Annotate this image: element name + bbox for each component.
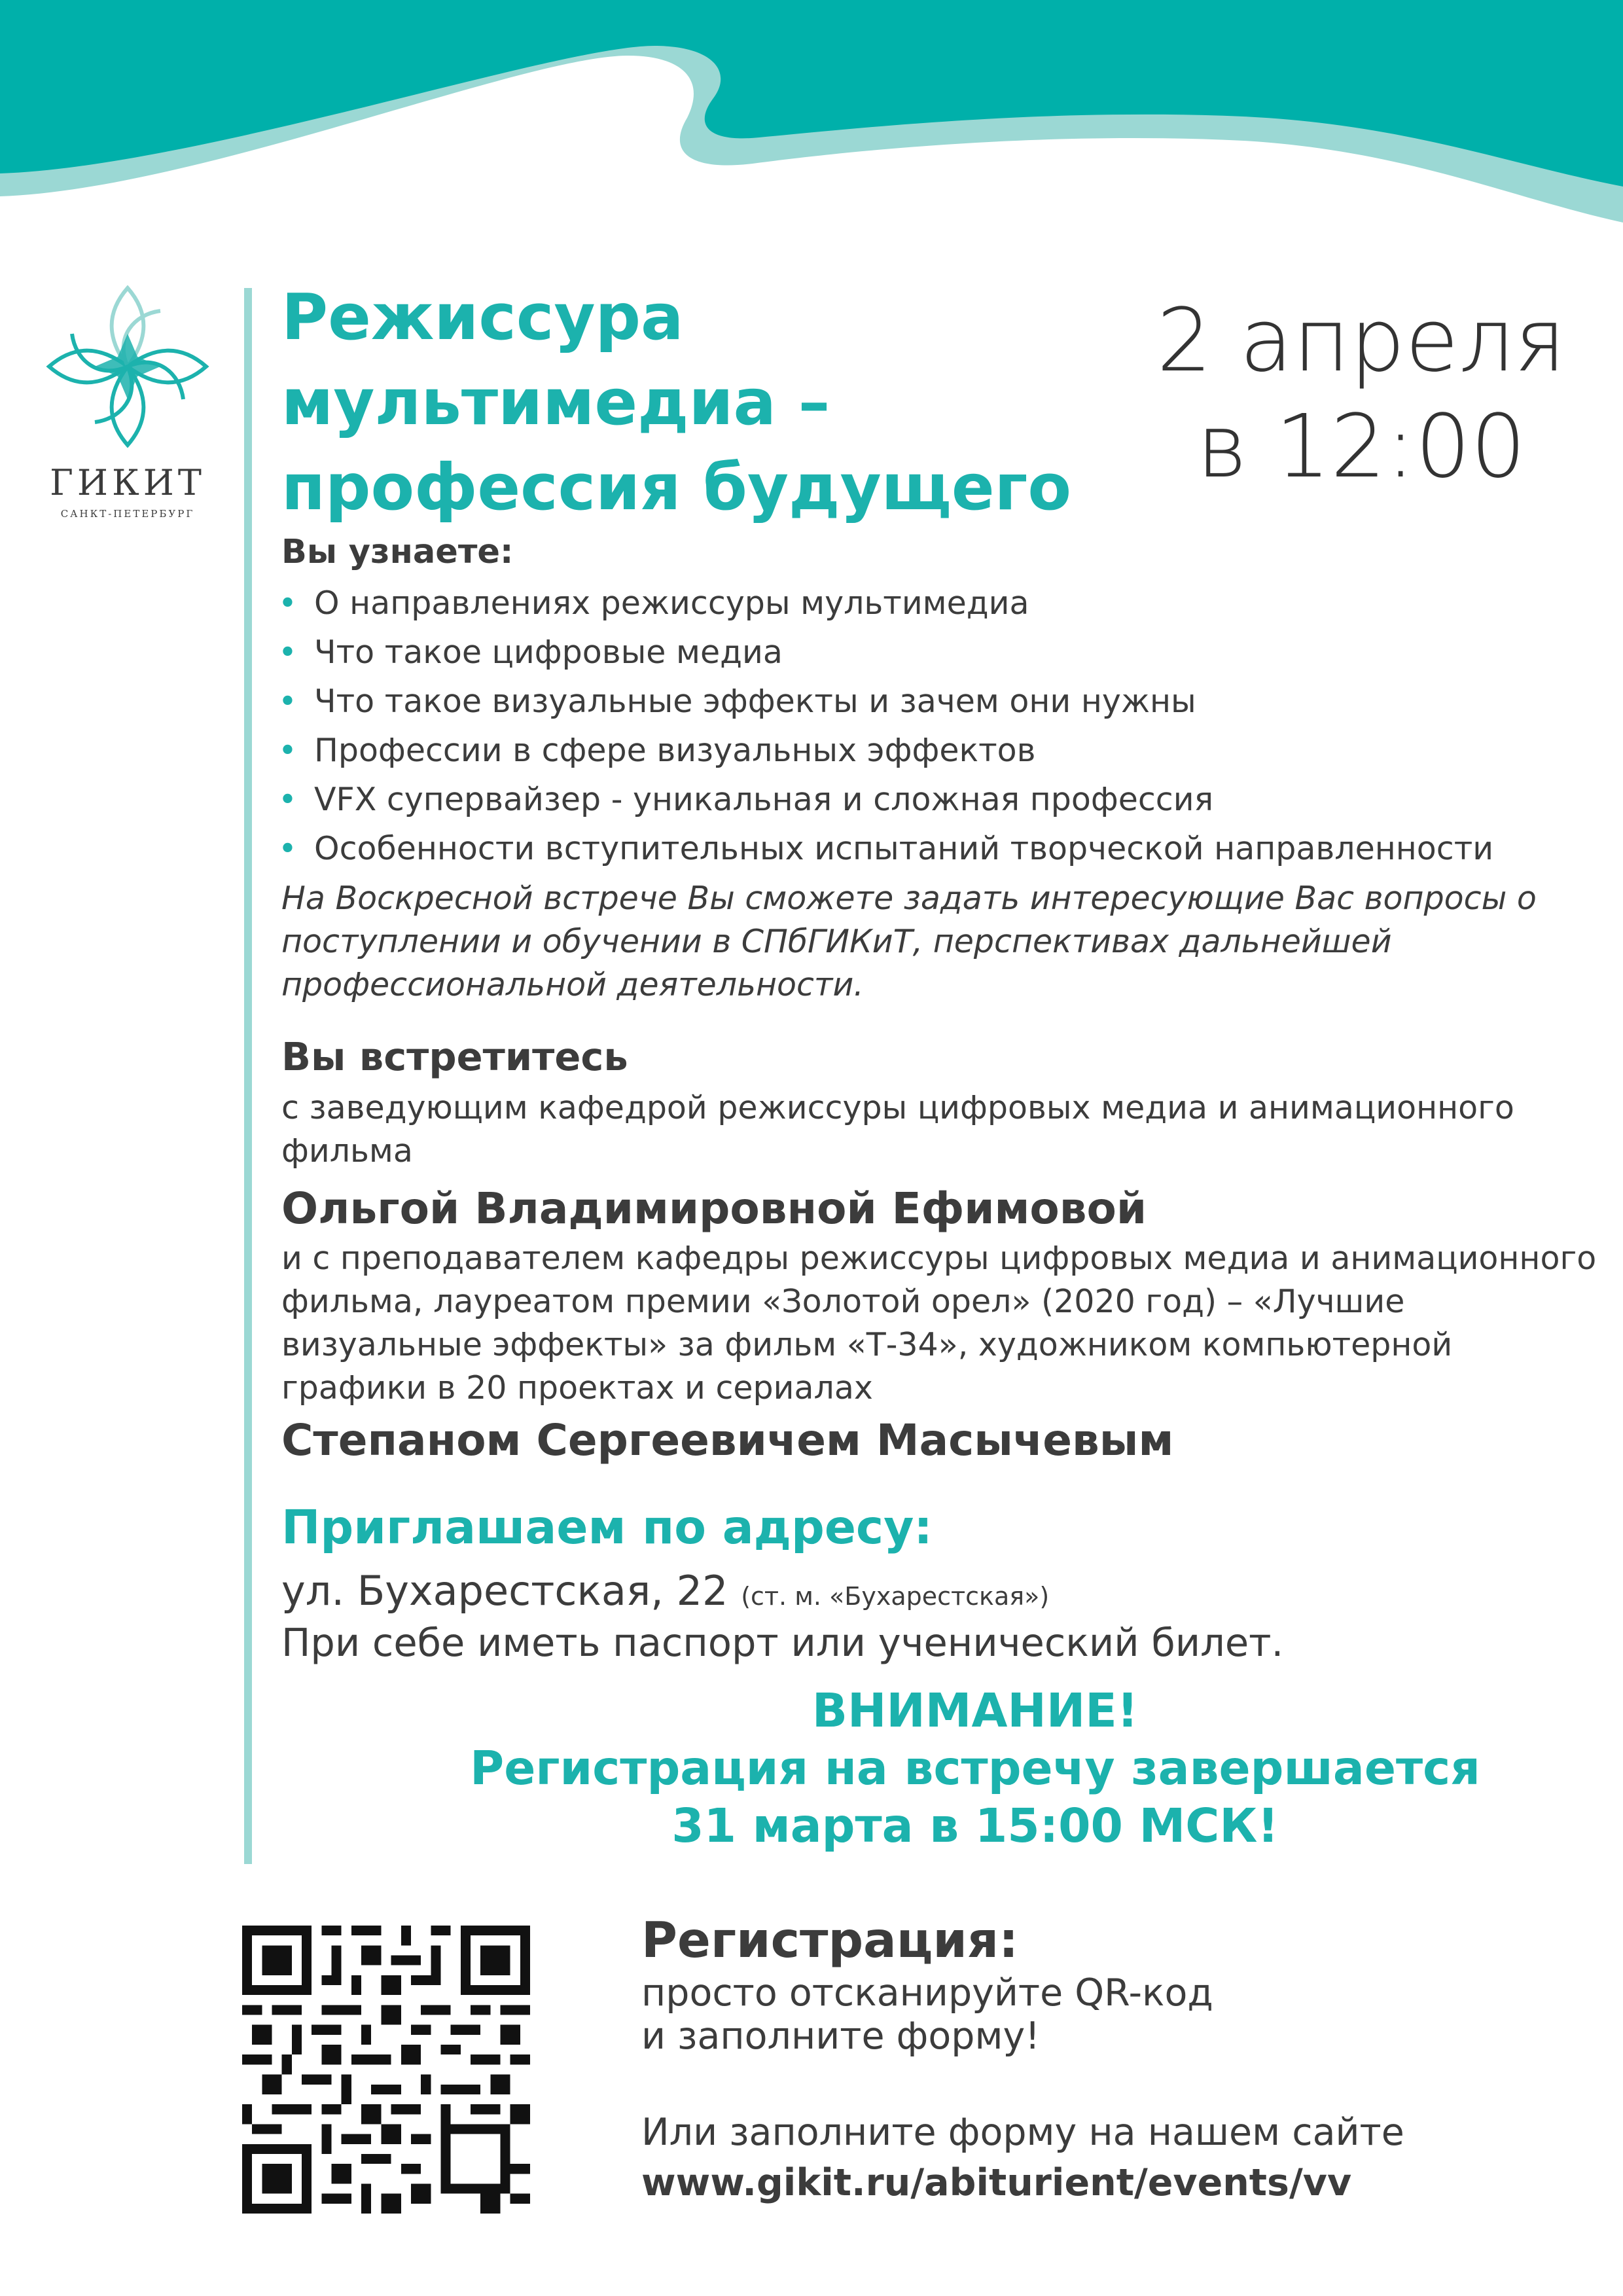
learn-heading: Вы узнаете: [281, 533, 514, 571]
title-line: Режиссура [281, 280, 684, 354]
meet-description-2: и с преподавателем кафедры режиссуры цифровых медиа и анимационного фильма, лауреатом премии «Золотой орел» (2020 год) – «Лучшие визуальные эффекты» за фильм «Т-34», художником компьютерной графики в 20 проектах и сериалах [281, 1240, 1597, 1407]
learn-note: На Воскресной встрече Вы сможете задать интересующие Вас вопросы о поступлении и обучении в СПбГИКиТ, перспективах дальнейшей профессиональной деятельности. [281, 880, 1537, 1003]
metro-note: (ст. м. «Бухарестская») [741, 1582, 1050, 1611]
registration-site-text: Или заполните форму на нашем сайте [641, 2111, 1404, 2154]
registration-heading: Регистрация: [641, 1911, 1019, 1969]
speaker-name-1: Ольгой Владимировной Ефимовой [281, 1183, 1147, 1234]
gikit-logo-flower-icon [36, 275, 219, 458]
list-item: • Что такое цифровые медиа [278, 628, 1493, 677]
list-item: • VFX супервайзер - уникальная и сложная профессия [278, 775, 1493, 824]
event-date: 2 апреля [1156, 291, 1566, 391]
list-item: • О направлениях режиссуры мультимедиа [278, 579, 1493, 628]
vertical-accent-rule [244, 288, 252, 1864]
registration-line: просто отсканируйте QR-код [641, 1971, 1213, 2015]
speaker-name-2: Степаном Сергеевичем Масычевым [281, 1415, 1174, 1465]
meet-description-1: с заведующим кафедрой режиссуры цифровых медиа и анимационного фильма [281, 1089, 1514, 1170]
header-wave-decoration [0, 0, 1623, 236]
bullet-icon: • [278, 732, 297, 769]
event-datetime [1113, 288, 1610, 500]
registration-instructions [641, 1971, 1213, 2058]
attention-text: Регистрация на встречу завершается [470, 1741, 1480, 1795]
list-item: • Особенности вступительных испытаний творческой направленности [278, 824, 1493, 873]
logo-city: САНКТ-ПЕТЕРБУРГ [60, 508, 195, 520]
bullet-icon: • [278, 683, 297, 720]
list-item: • Что такое визуальные эффекты и зачем они нужны [278, 677, 1493, 726]
registration-url-link[interactable]: www.gikit.ru/abiturient/events/vv [641, 2161, 1352, 2204]
event-address [281, 1567, 1049, 1615]
registration-line: и заполните форму! [641, 2015, 1041, 2058]
registration-qr-code[interactable] [242, 1926, 530, 2214]
address-text: ул. Бухарестская, 22 [281, 1567, 728, 1615]
bullet-icon: • [278, 781, 297, 818]
title-line: мультимедиа – [281, 365, 830, 439]
invite-heading: Приглашаем по адресу: [281, 1500, 933, 1554]
bullet-icon: • [278, 634, 297, 671]
list-item: • Профессии в сфере визуальных эффектов [278, 726, 1493, 775]
event-time: в 12:00 [1196, 397, 1526, 497]
attention-block [366, 1682, 1584, 1855]
page-title [281, 275, 1132, 530]
attention-heading: ВНИМАНИЕ! [812, 1683, 1139, 1738]
title-line: профессия будущего [281, 450, 1072, 524]
learn-list [278, 579, 1493, 873]
logo-name: ГИКИТ [50, 462, 205, 503]
bullet-icon: • [278, 584, 297, 622]
bullet-icon: • [278, 830, 297, 867]
attention-deadline: 31 марта в 15:00 МСК! [671, 1799, 1279, 1853]
document-requirement: При себе иметь паспорт или ученический билет. [281, 1620, 1284, 1665]
meet-heading: Вы встретитесь [281, 1034, 628, 1079]
